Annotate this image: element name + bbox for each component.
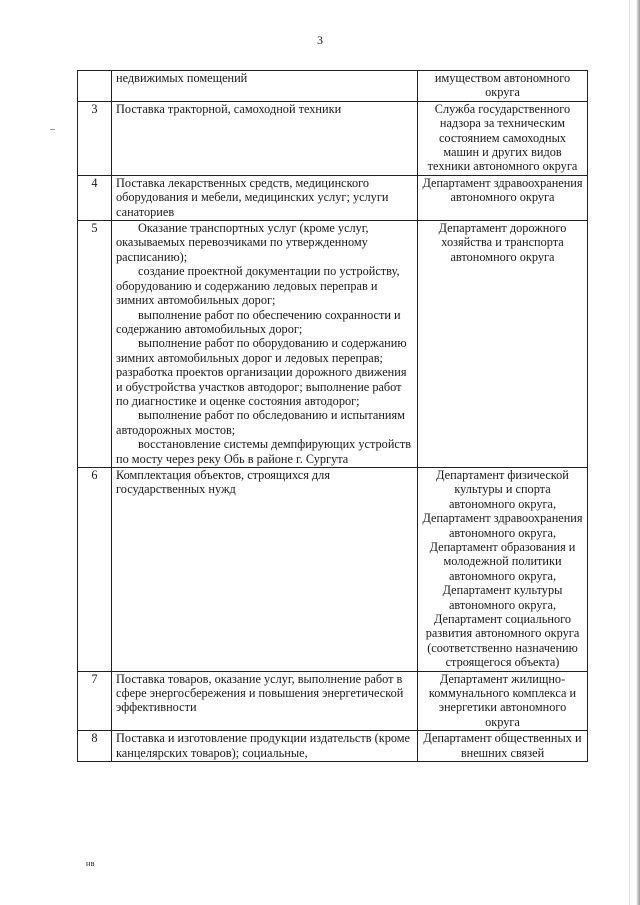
subject-text: недвижимых помещений: [116, 71, 248, 85]
margin-mark: [50, 129, 55, 130]
subject-cell: [112, 175, 418, 220]
organization-cell: Департамент дорожного хозяйства и транспорта автономного округа: [418, 221, 588, 468]
row-number: 7: [78, 671, 112, 731]
subject-cell: [112, 221, 418, 468]
subject-text: выполнение работ по оборудованию и содержанию зимних автомобильных дорог и ледовых переправ; разработка проектов организации дорожного движения и обустройства участков автодорог; выполнение работ по диагностике и оценке состояния автодорог;: [116, 336, 407, 408]
row-number: 3: [78, 101, 112, 175]
subject-cell: [112, 467, 418, 671]
subject-text: Поставка товаров, оказание услуг, выполнение работ в сфере энергосбережения и повышения энергетической эффективности: [116, 671, 404, 715]
procurement-table: [77, 70, 588, 762]
row-number: 5: [78, 221, 112, 468]
subject-text: Поставка лекарственных средств, медицинского оборудования и мебели, медицинских услуг; услуги санаториев: [116, 175, 389, 219]
scan-edge-line: [629, 0, 630, 905]
subject-text: Оказание транспортных услуг (кроме услуг, оказываемых перевозчиками по утвержденному расписанию);: [116, 221, 369, 264]
subject-text: создание проектной документации по устройству, оборудованию и содержанию ледовых переправ и зимних автомобильных дорог;: [116, 264, 400, 308]
page-number: 3: [317, 33, 323, 47]
subject-text: выполнение работ по обследованию и испытаниям автодорожных мостов;: [116, 408, 405, 437]
subject-text: восстановление системы демпфирующих устройств по мосту через реку Обь в районе г. Сургута: [116, 437, 412, 466]
subject-cell: [112, 71, 418, 102]
table-row: [78, 175, 588, 220]
table-row: [78, 467, 588, 671]
subject-text: Комплектация объектов, строящихся для государственных нужд: [116, 467, 330, 497]
footer-initials: нв: [86, 859, 96, 868]
organization-cell: имуществом автономного округа: [418, 71, 588, 102]
organization-cell: Департамент здравоохранения автономного округа: [418, 175, 588, 220]
table-row: [78, 731, 588, 762]
subject-cell: [112, 671, 418, 731]
row-number: 8: [78, 731, 112, 762]
row-number: 4: [78, 175, 112, 220]
organization-cell: Департамент физической культуры и спорта автономного округа, Департамент здравоохранения автономного округа, Департамент образования и молодежной политики автономного округа, Департамент культуры автономного округа, Департамент социального развития автономного округа (соответственно назначению строящегося объекта): [418, 467, 588, 671]
row-number: [78, 71, 112, 102]
subject-cell: [112, 101, 418, 175]
organization-cell: Департамент жилищно-коммунального комплекса и энергетики автономного округа: [418, 671, 588, 731]
scan-edge-shadow: [636, 0, 640, 905]
subject-text: выполнение работ по обеспечению сохранности и содержанию автомобильных дорог;: [116, 307, 401, 336]
table-row: [78, 71, 588, 102]
row-number: 6: [78, 467, 112, 671]
table-row: [78, 671, 588, 731]
table-row: [78, 101, 588, 175]
subject-cell: [112, 731, 418, 762]
subject-text: Поставка тракторной, самоходной техники: [116, 101, 342, 116]
table-row: [78, 221, 588, 468]
subject-text: Поставка и изготовление продукции издательств (кроме канцелярских товаров); социальные,: [116, 731, 411, 760]
organization-cell: Департамент общественных и внешних связей: [418, 731, 588, 762]
organization-cell: Служба государственного надзора за техническим состоянием самоходных машин и других видов техники автономного округа: [418, 101, 588, 175]
